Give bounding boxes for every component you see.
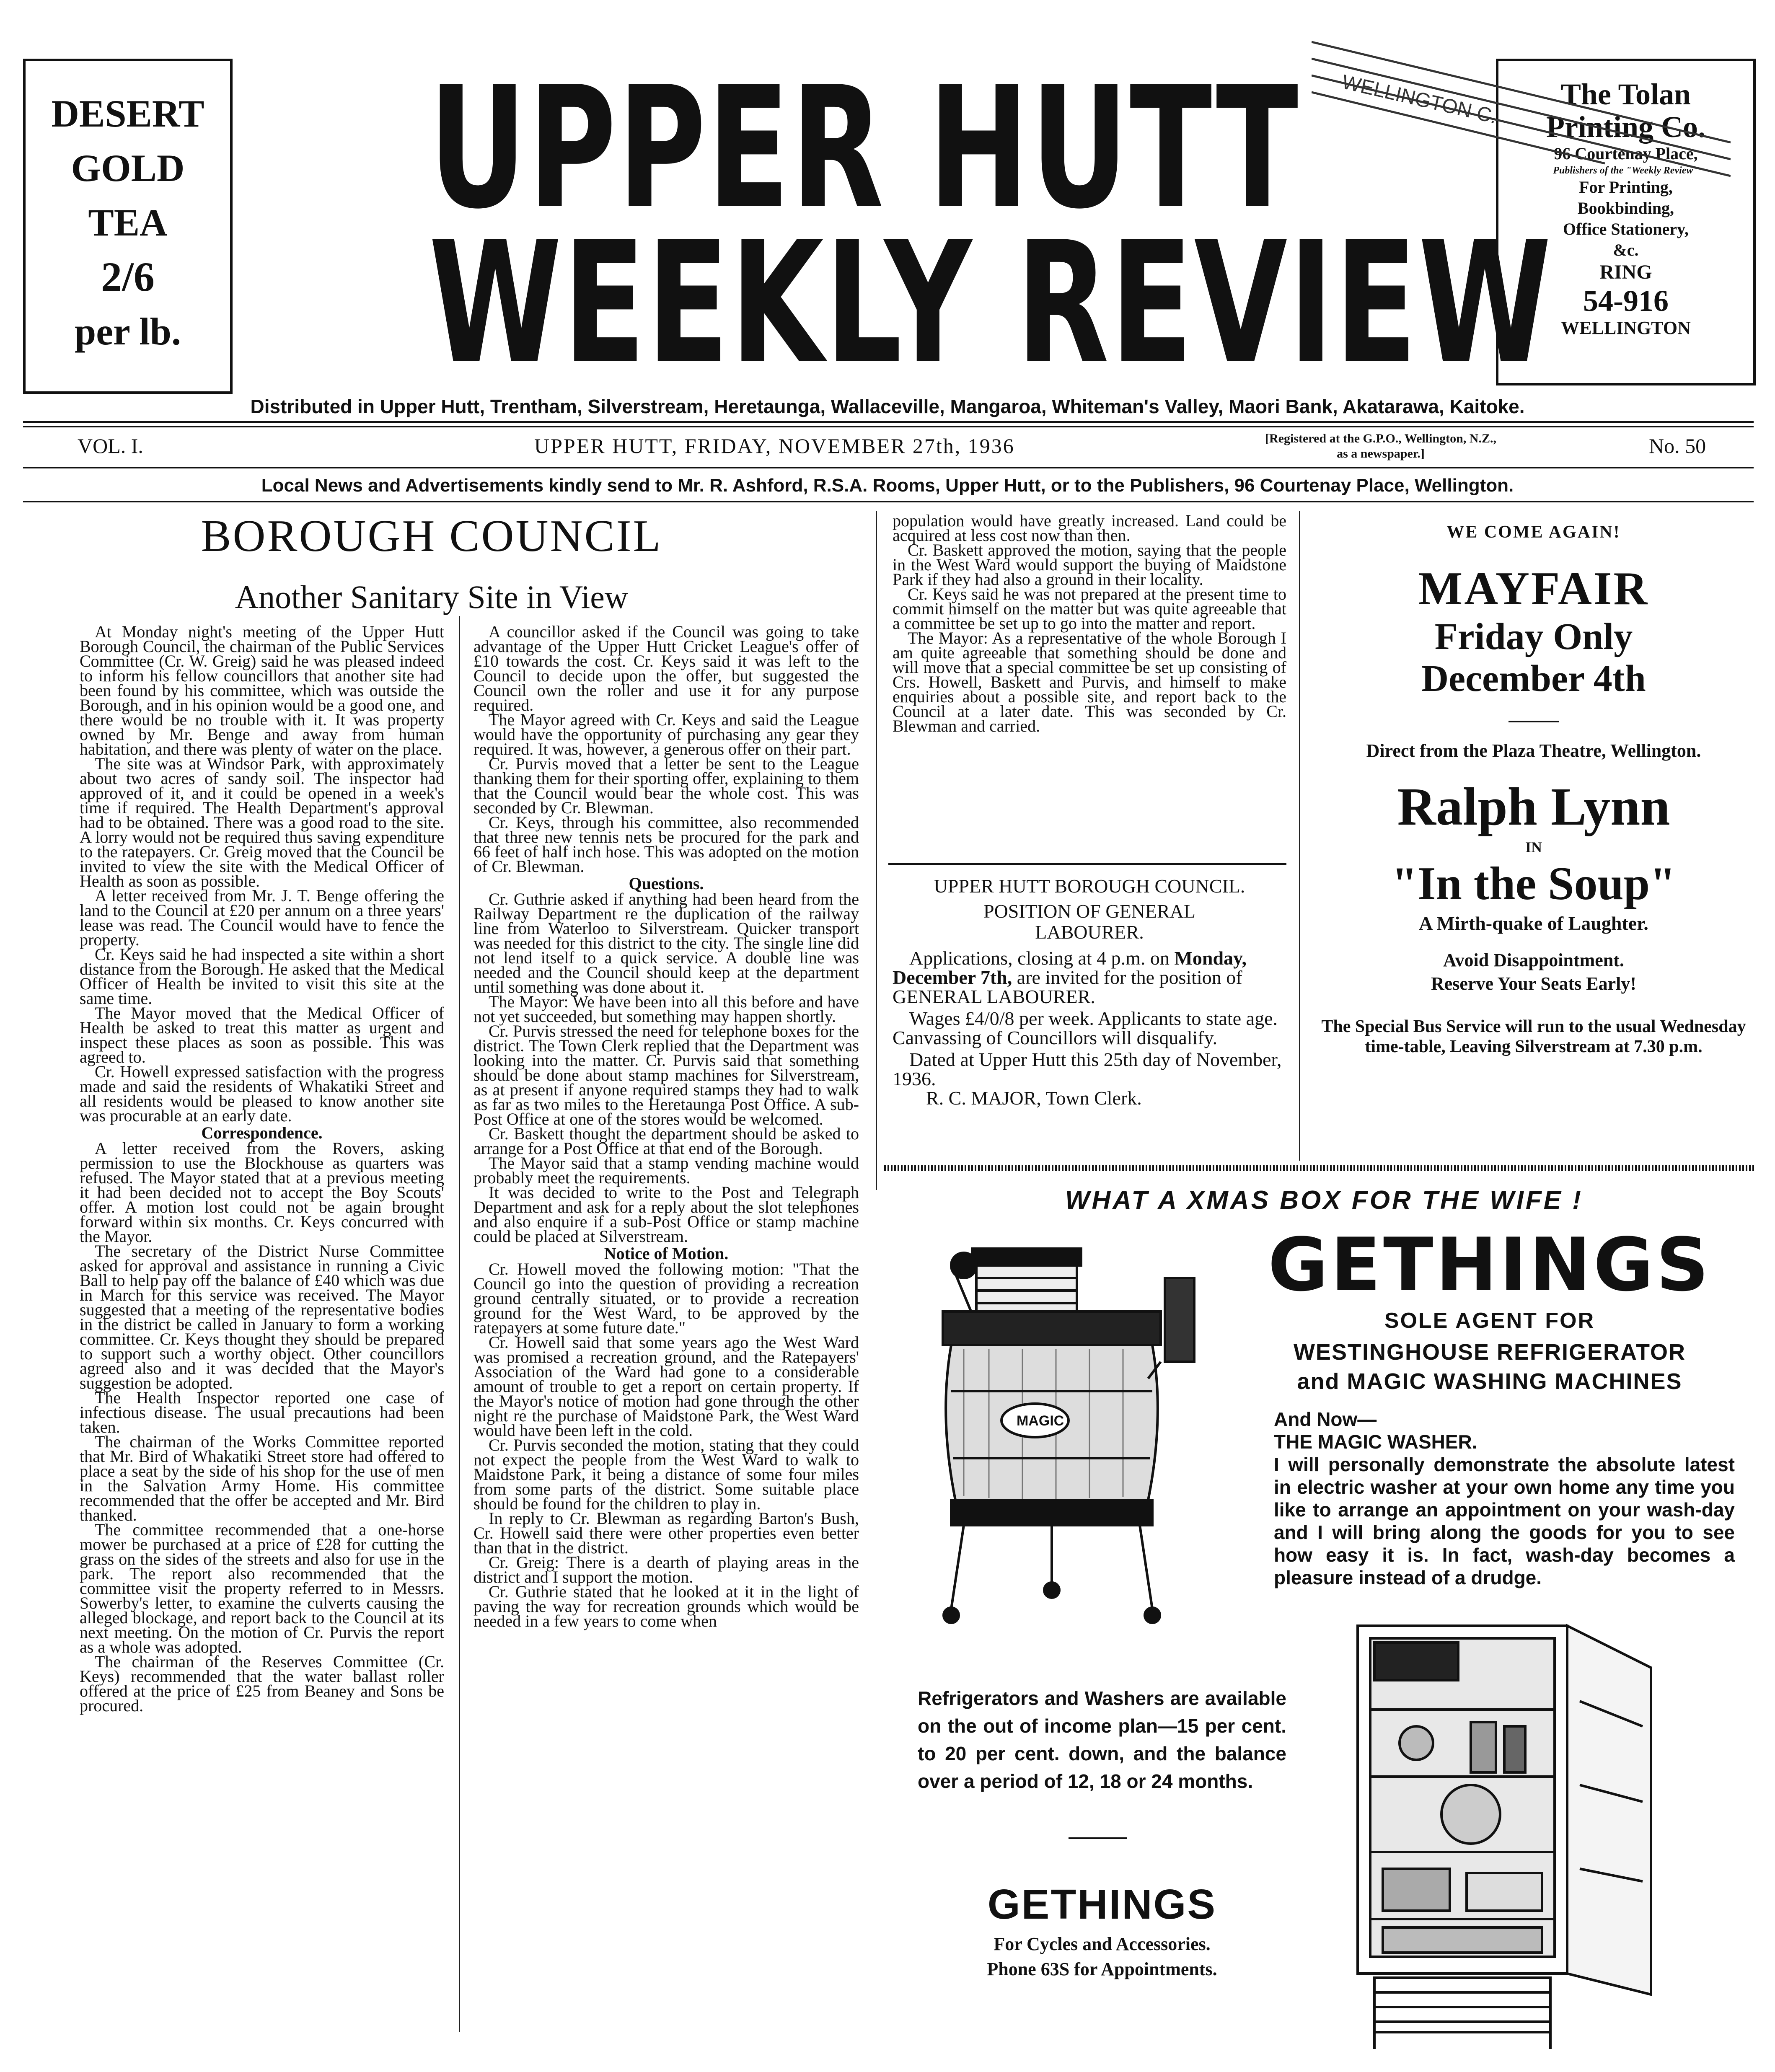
washer-label: MAGIC	[1017, 1413, 1064, 1429]
desert-gold-tea-ad	[23, 59, 233, 394]
gethings-brand: GETHINGS	[1268, 1223, 1712, 1308]
paragraph: Cr. Howell expressed satisfaction with the progress made and said the residents of Whakatiki Street and all residents would be pleased to know another site was procurable at an early date.	[80, 1062, 444, 1125]
tea-ad-unit: per lb.	[75, 310, 181, 353]
mayfair-star: Ralph Lynn	[1397, 777, 1670, 836]
mayfair-in: IN	[1525, 839, 1542, 856]
paragraph: The Mayor: We have been into all this before and have not yet succeeded, but something may happen shortly.	[474, 992, 859, 1026]
gethings-body: I will personally demonstrate the absolute latest in electric washer at your own home any time you like to arrange an appointment on your wash-day and I will bring along the goods for you to see how easy it is. In fact, wash-day becomes a pleasure instead of a drudge.	[1274, 1454, 1735, 1588]
paragraph: The chairman of the Works Committee reported that Mr. Bird of Whakatiki Street store had offered to place a seat by the side of his shop for the use of men in the Salvation Army Home. His committee recommended that the offer be accepted and Mr. Bird thanked.	[80, 1432, 444, 1524]
gethings-and-now: And Now—	[1274, 1408, 1377, 1430]
paragraph: Cr. Purvis stressed the need for telephone boxes for the district. The Town Clerk replied that the Department was looking into the matter. Cr. Purvis said that something should be done about stamp machines for Silverstream, as at present if anyone required stamps they had to walk as far as two miles to the Heretaunga Post Office. A sub-Post Office at one of the stores would be welcomed.	[474, 1022, 859, 1128]
paragraph: Cr. Guthrie stated that he looked at it in the light of paving the way for recreation grounds which would be needed in a few years to come when	[474, 1582, 859, 1630]
mayfair-day: Friday Only	[1434, 616, 1633, 657]
paragraph: The committee recommended that a one-horse mower be purchased at a price of £28 for cutting the grass on the sides of the streets and also for use in the park. The report also recommended that the committee visit the property referred to in Messrs. Sowerby's letter, to examine the culverts causing the alleged blockage, and report back to the Council at its next meeting. On the motion of Cr. Purvis the report as a whole was adopted.	[80, 1520, 444, 1656]
paragraph: Cr. Keys said he had inspected a site within a short distance from the Borough. He asked that the Medical Officer of Health be invited to visit this site at the same time.	[80, 945, 444, 1008]
article-column-1	[80, 624, 444, 2024]
postmark-stamp	[1312, 34, 1731, 184]
paragraph: The Mayor: As a representative of the whole Borough I am quite agreeable that something should be done and will move that a special committee be set up consisting of Crs. Howell, Baskett and Purvis, and himself to make enquiries about a possible site, and report back to the Council at a later date. This was seconded by Cr. Blewman and carried.	[893, 629, 1286, 735]
gethings-magic: THE MAGIC WASHER.	[1274, 1431, 1477, 1453]
paragraph: The secretary of the District Nurse Committee asked for approval and assistance in running a Civic Ball to help pay off the balance of £40 which was due in March for this service was received. The Mayor suggested that a meeting of the representative bodies in the district be called in January to form a working committee. Cr. Keys thought they should be prepared to support such a worthy object. Other councillors agreed also and it was decided that the Mayor's suggestion be adopted.	[80, 1242, 444, 1392]
gethings-phone: Phone 63S for Appointments.	[987, 1959, 1217, 1979]
section-heading-correspondence: Correspondence.	[201, 1123, 323, 1142]
mayfair-avoid: Avoid Disappointment.	[1443, 950, 1624, 970]
article-column-3	[893, 513, 1286, 848]
paragraph: Cr. Howell moved the following motion: "That the Council go into the question of providing a recreation ground centrally situated, or to provide a recreation ground for the West Ward, to be approved by the ratepayers at some future date."	[474, 1260, 859, 1337]
rule-mid	[23, 467, 1754, 468]
tea-ad-line-1: DESERT	[51, 92, 204, 135]
labourer-signature: R. C. MAJOR, Town Clerk.	[926, 1087, 1142, 1109]
labourer-body-2: Wages £4/0/8 per week. Applicants to state age. Canvassing of Councillors will disqualify.	[893, 1008, 1278, 1048]
labourer-body-1-c: are invited for the position of GENERAL LABOURER.	[893, 967, 1242, 1007]
mayfair-kicker: WE COME AGAIN!	[1446, 523, 1621, 542]
mayfair-direct: Direct from the Plaza Theatre, Wellington.	[1366, 740, 1701, 761]
paragraph: A letter received from Mr. J. T. Benge offering the land to the Council at £20 per annum on a three years' lease was read. The Council would have to fence the property.	[80, 886, 444, 949]
gethings-divider	[1069, 1837, 1127, 1839]
printer-service-1: For Printing,	[1579, 178, 1673, 197]
washing-machine-illustration	[913, 1240, 1215, 1643]
printer-service-3: Office Stationery,	[1563, 220, 1689, 238]
printer-service-2: Bookbinding,	[1577, 199, 1674, 217]
mayfair-reserve: Reserve Your Seats Early!	[1431, 973, 1636, 994]
tea-ad-line-2: GOLD	[71, 147, 185, 189]
paragraph: At Monday night's meeting of the Upper Hutt Borough Council, the chairman of the Public Services Committee (Cr. W. Greig) said he was pleased indeed to inform his fellow councillors that another site had been found by his committee, which was outside the Borough, and in his opinion would be a good one, and there would be no trouble with it. It was property owned by Mr. Benge and away from human habitation, and there was plenty of water on the place.	[80, 624, 444, 758]
title-line-1: UPPER HUTT	[429, 51, 1300, 246]
gethings-products-1: WESTINGHOUSE REFRIGERATOR	[1293, 1340, 1686, 1365]
printer-publishers: Publishers of the "Weekly Review"	[1553, 165, 1699, 176]
postmark-text: WELLINGTON C.	[1340, 71, 1499, 128]
gethings-copy	[1274, 1408, 1735, 1589]
printer-address: 96 Courtenay Place,	[1554, 144, 1698, 163]
rule-top-2	[23, 426, 1754, 427]
gethings-brand-2: GETHINGS	[987, 1881, 1217, 1928]
volume: VOL. I.	[78, 434, 143, 458]
paragraph: It was decided to write to the Post and Telegraph Department and ask for a reply about the slot telephones and also enquire if a sub-Post Office or stamp machine could be placed at Silverstream.	[474, 1183, 859, 1246]
title-line-2: WEEKLY REVIEW	[429, 206, 1553, 401]
paragraph: The chairman of the Reserves Committee (Cr. Keys) recommended that the water ballast roller offered at the price of £25 from Beaney and Sons be procured.	[80, 1652, 444, 1715]
article-column-2	[474, 624, 859, 2024]
mayfair-divider-1	[1508, 721, 1559, 722]
gethings-sole-agent: SOLE AGENT FOR	[1384, 1309, 1595, 1333]
printer-ring: RING	[1599, 261, 1652, 283]
article-subhead: Another Sanitary Site in View	[235, 579, 629, 615]
tea-ad-price: 2/6	[101, 254, 155, 300]
tea-ad-line-3: TEA	[88, 201, 168, 244]
paragraph: Cr. Howell said that some years ago the West Ward was promised a recreation ground, and the Ratepayers' Association of the Ward had gone to a considerable amount of trouble to get a report on certain property. If the Mayor's notice of motion had gone through the other night re the purchase of Maidstone Park, the West Ward would have been left in the cold.	[474, 1333, 859, 1440]
section-heading-questions: Questions.	[629, 874, 704, 893]
labourer-notice	[893, 876, 1286, 1108]
mayfair-ad	[1312, 520, 1756, 1057]
paragraph: In reply to Cr. Blewman as regarding Barton's Bush, Cr. Howell said there were other properties even better than that in the district.	[474, 1509, 859, 1557]
article-headline: BOROUGH COUNCIL	[201, 511, 662, 561]
dotted-divider	[884, 1165, 1756, 1171]
paragraph: Cr. Baskett approved the motion, saying that the people in the West Ward would support the buying of Maidstone Park if they had also a ground in their locality.	[893, 541, 1286, 589]
distribution-line: Distributed in Upper Hutt, Trentham, Silverstream, Heretaunga, Wallaceville, Mangaroa, Whiteman's Valley, Maori Bank, Akatarawa, Kaitoke.	[250, 396, 1525, 417]
mayfair-date: December 4th	[1421, 658, 1646, 699]
labourer-body-3: Dated at Upper Hutt this 25th day of November, 1936.	[893, 1049, 1282, 1089]
mayfair-venue: MAYFAIR	[1418, 563, 1649, 615]
paragraph: Cr. Baskett thought the department should be asked to arrange for a Post Office at that end of the Borough.	[474, 1124, 859, 1158]
submissions-notice: Local News and Advertisements kindly send to Mr. R. Ashford, R.S.A. Rooms, Upper Hutt, or to the Publishers, 96 Courtenay Place, Wellington.	[261, 475, 1514, 496]
printer-name: The Tolan Printing Co.	[1546, 78, 1705, 144]
labourer-body-1	[893, 949, 1286, 1006]
issue-number: No. 50	[1649, 434, 1706, 458]
rule-top	[23, 421, 1754, 423]
printer-phone: 54-916	[1583, 284, 1669, 318]
masthead-title	[260, 51, 1553, 401]
mayfair-bus: The Special Bus Service will run to the usual Wednesday time-table, Leaving Silverstream at 7.30 p.m.	[1321, 1017, 1746, 1056]
labourer-position: POSITION OF GENERAL LABOURER.	[983, 900, 1195, 943]
column-divider-3	[1299, 511, 1300, 1161]
rule-column-3	[888, 863, 1286, 865]
labourer-closing-date: Monday, December 7th,	[893, 947, 1247, 988]
registration-note: [Registered at the G.P.O., Wellington, N.Z., as a newspaper.]	[1265, 432, 1496, 460]
paragraph: A letter received from the Rovers, asking permission to use the Blockhouse as quarters was refused. The Mayor stated that at a previous meeting it had been decided not to accept the Boy Scouts' offer. A motion lost could not be again brought forward within six months. Cr. Keys concurred with the Mayor.	[80, 1139, 444, 1246]
paragraph: Cr. Guthrie asked if anything had been heard from the Railway Department re the duplication of the railway line from Waterloo to Silverstream. Quicker transport was needed for this district to the city. The single line did not lend itself to a quick service. A double line was needed and the Council should keep at the department until something was done about it.	[474, 890, 859, 996]
column-divider-2	[876, 511, 877, 1190]
printer-city: WELLINGTON	[1561, 318, 1691, 338]
gethings-kicker: WHAT A XMAS BOX FOR THE WIFE !	[1065, 1186, 1584, 1215]
paragraph: The Mayor agreed with Cr. Keys and said the League would have the opportunity of purchasing any gear they required. It was, however, a generous offer on their part.	[474, 710, 859, 758]
paragraph: The site was at Windsor Park, with approximately about two acres of sandy soil. The inspector had approved of it, and it could be opened in a week's time if required. The Health Department's approval had to be obtained. There was a good road to the site. A lorry would not be required thus saving expenditure to the ratepayers. Cr. Greig moved that the Council be invited to view the site with the Medical Officer of Health as soon as possible.	[80, 754, 444, 890]
paragraph: The Health Inspector reported one case of infectious disease. The usual precautions had been taken.	[80, 1388, 444, 1436]
section-heading-notice-of-motion: Notice of Motion.	[604, 1244, 729, 1263]
mayfair-film: "In the Soup"	[1391, 858, 1676, 910]
gethings-products-2: and MAGIC WASHING MACHINES	[1297, 1369, 1682, 1394]
paragraph: Cr. Keys, through his committee, also recommended that three new tennis nets be procured for the park and 66 feet of half inch hose. This was adopted on the motion of Cr. Blewman.	[474, 813, 859, 876]
labourer-title: UPPER HUTT BOROUGH COUNCIL.	[934, 875, 1245, 897]
dateline	[23, 429, 1754, 467]
mayfair-tagline: A Mirth-quake of Laughter.	[1419, 913, 1648, 934]
paragraph: The Mayor said that a stamp vending machine would probably meet the requirements.	[474, 1154, 859, 1187]
refrigerator-illustration	[1333, 1617, 1735, 2053]
paragraph: A councillor asked if the Council was going to take advantage of the Upper Hutt Cricket League's offer of £10 towards the cost. Cr. Keys said it was left to the Council to decide upon the offer, but suggested the Council own the roller and use it for any purpose required.	[474, 624, 859, 714]
paragraph: Cr. Keys said he was not prepared at the present time to commit himself on the matter but was quite agreeable that a committee be set up to go into the matter and report.	[893, 585, 1286, 633]
paragraph: Cr. Purvis seconded the motion, stating that they could not expect the people from the West Ward to walk to Maidstone Park, it being a distance of some four miles from some parts of the district. Some suitable place should be found for the children to play in.	[474, 1436, 859, 1513]
gethings-cycles: For Cycles and Accessories.	[994, 1934, 1211, 1954]
paragraph: The Mayor moved that the Medical Officer of Health be asked to treat this matter as urgent and inspect these places as soon as possible. This was agreed to.	[80, 1004, 444, 1066]
labourer-body-1-a: Applications, closing at 4 p.m. on	[909, 947, 1170, 969]
column-divider-1	[459, 616, 460, 2032]
paragraph: Cr. Greig: There is a dearth of playing areas in the district and I support the motion.	[474, 1553, 859, 1586]
gethings-terms: Refrigerators and Washers are available on the out of income plan—15 per cent. to 20 per cent. down, and the balance over a period of 12, 18 or 24 months.	[918, 1687, 1286, 1792]
paragraph: population would have greatly increased. Land could be acquired at less cost now than then.	[893, 513, 1286, 545]
paragraph: Cr. Purvis moved that a letter be sent to the League thanking them for their sporting offer, explaining to them that the Council would bear the whole cost. This was seconded by Cr. Blewman.	[474, 754, 859, 817]
printer-service-4: &c.	[1613, 241, 1639, 259]
place-date: UPPER HUTT, FRIDAY, NOVEMBER 27th, 1936	[534, 434, 1015, 458]
rule-below-notice	[23, 501, 1754, 502]
